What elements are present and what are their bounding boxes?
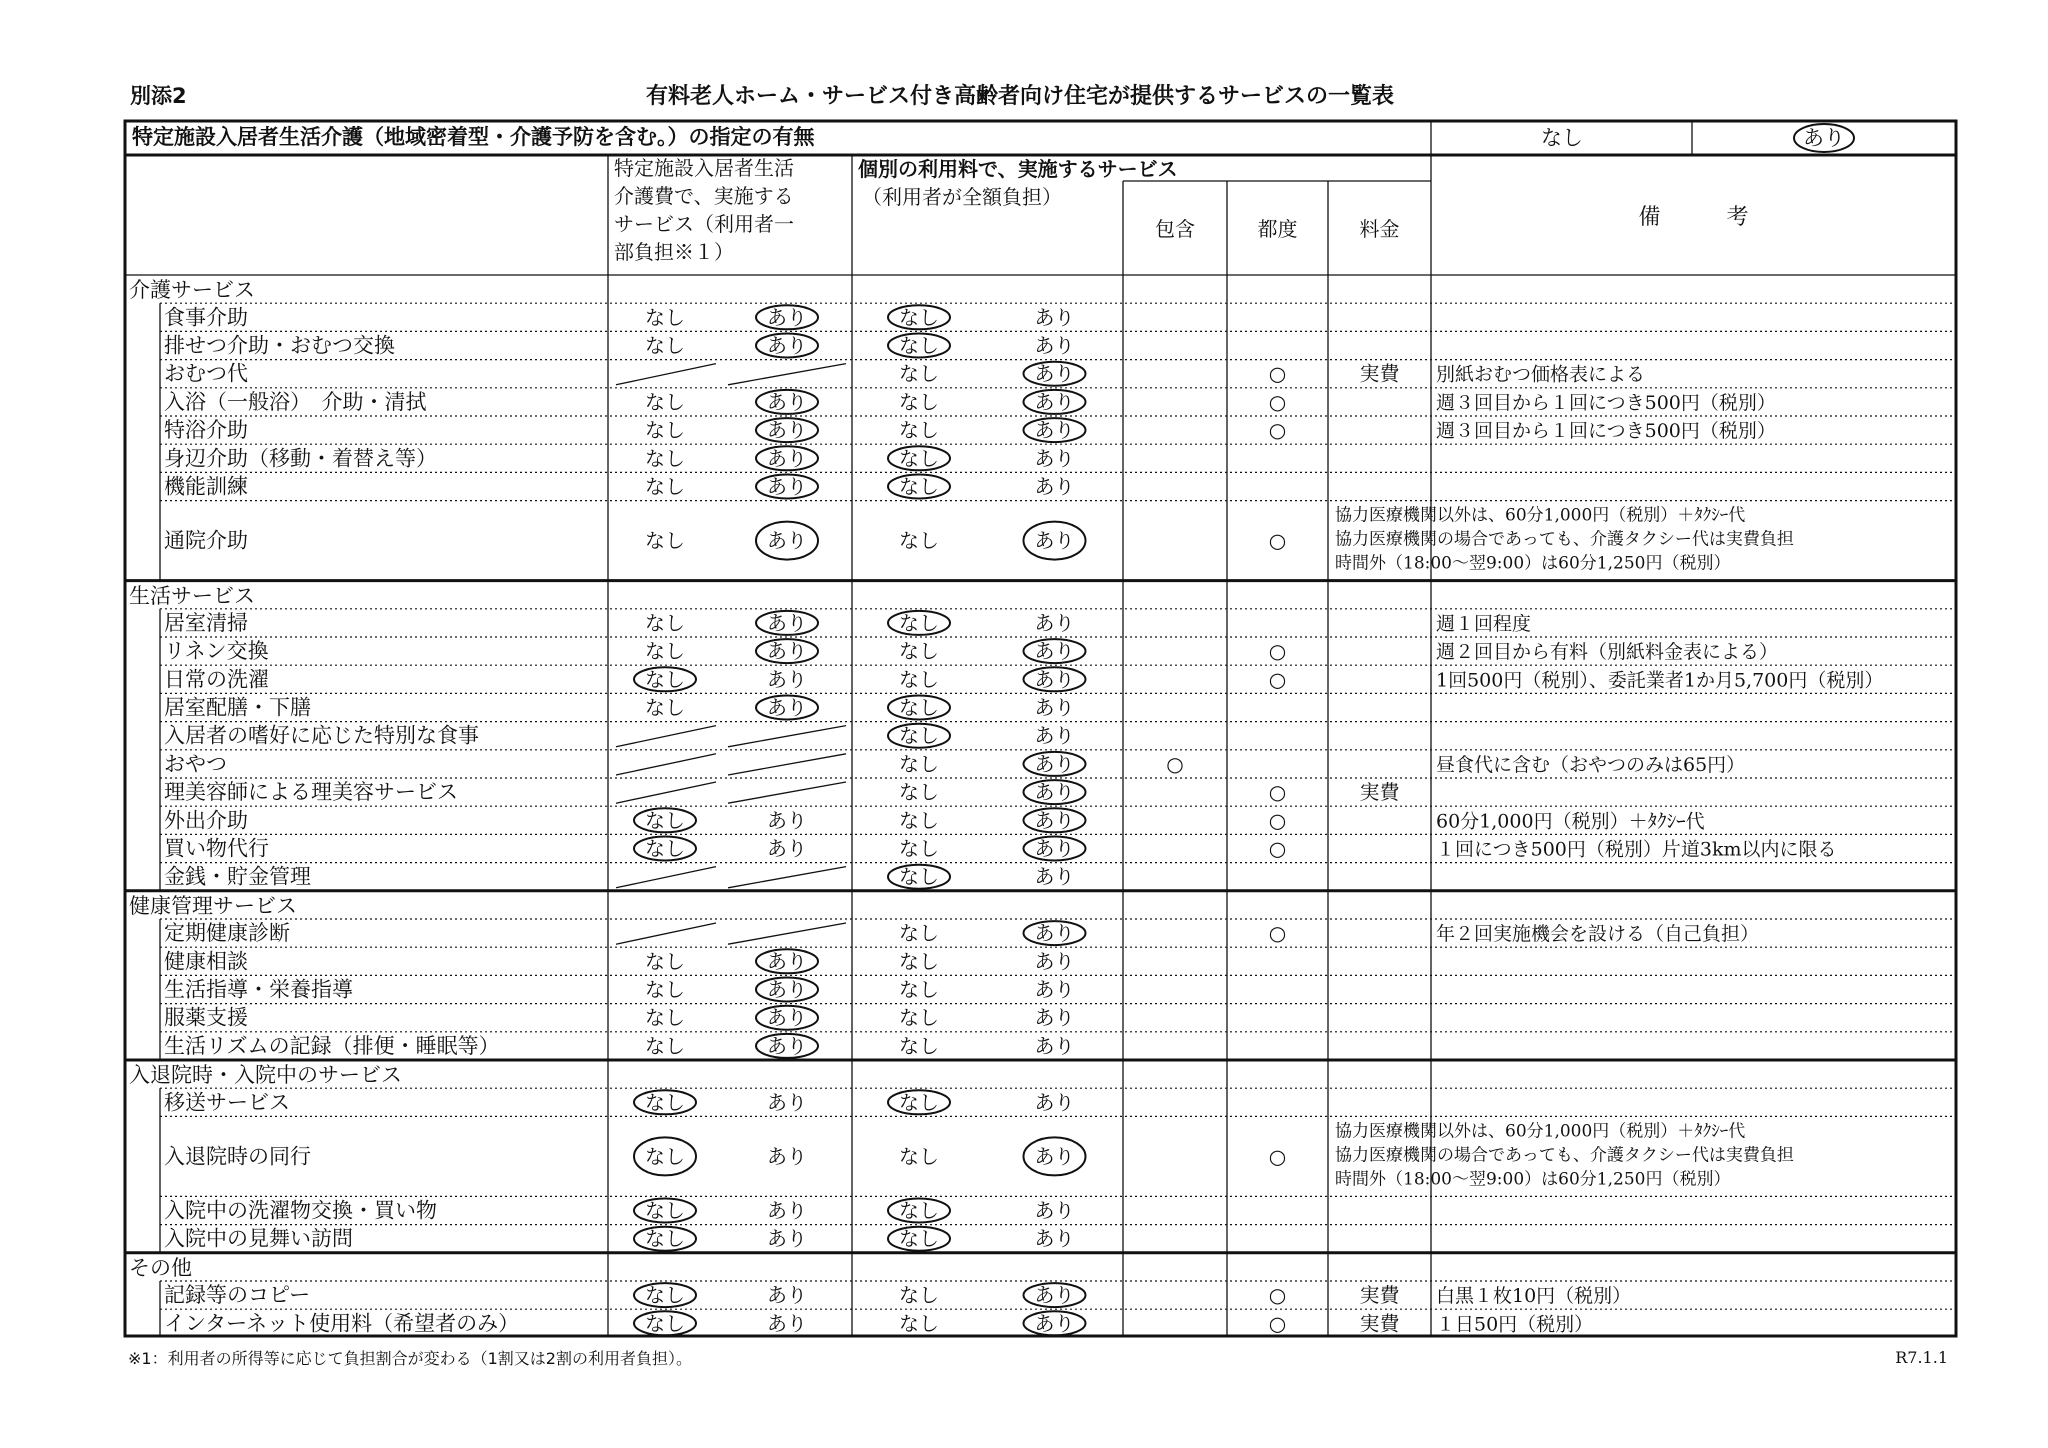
per-use-mark: ○ xyxy=(1268,361,1287,386)
individual-none: なし xyxy=(899,977,939,1002)
individual-none: なし xyxy=(899,1144,939,1169)
service-name: 服薬支援 xyxy=(164,1005,248,1030)
specified-yes: あり xyxy=(767,446,807,471)
specified-yes: あり xyxy=(767,1090,807,1115)
per-use-mark: ○ xyxy=(1268,418,1287,443)
individual-yes: あり xyxy=(1034,305,1075,330)
service-name: 入退院時の同行 xyxy=(164,1144,311,1169)
specified-yes: あり xyxy=(767,528,807,553)
service-name: 入浴（一般浴） 介助・清拭 xyxy=(164,389,427,414)
individual-yes: あり xyxy=(1034,808,1075,833)
specified-none: なし xyxy=(645,305,685,330)
service-name: 定期健康診断 xyxy=(164,921,290,946)
specified-yes: あり xyxy=(767,389,807,414)
individual-yes: あり xyxy=(1034,780,1075,805)
specified-none: なし xyxy=(645,667,685,692)
not-applicable-slash xyxy=(616,782,716,803)
per-use-mark: ○ xyxy=(1268,1283,1287,1308)
service-name: 健康相談 xyxy=(164,949,248,974)
specified-yes: あり xyxy=(767,1283,807,1308)
service-name: 生活リズムの記録（排便・睡眠等） xyxy=(164,1033,500,1058)
document-title: 有料老人ホーム・サービス付き高齢者向け住宅が提供するサービスの一覧表 xyxy=(645,84,1395,109)
individual-yes: あり xyxy=(1034,1226,1075,1251)
specified-yes: あり xyxy=(767,333,807,358)
individual-yes: あり xyxy=(1034,949,1075,974)
specified-none: なし xyxy=(645,1311,685,1336)
per-use-mark: ○ xyxy=(1268,808,1287,833)
remarks-text: 週３回目から１回につき500円（税別） xyxy=(1436,391,1776,414)
designation-yes: あり xyxy=(1803,126,1845,150)
per-use-mark: ○ xyxy=(1268,1311,1287,1336)
individual-yes: あり xyxy=(1034,333,1075,358)
specified-column-header: サービス（利用者一 xyxy=(614,212,794,236)
individual-yes: あり xyxy=(1034,361,1075,386)
annex-label: 別添2 xyxy=(130,84,187,108)
specified-none: なし xyxy=(645,836,685,861)
individual-none: なし xyxy=(899,418,939,443)
service-name: おむつ代 xyxy=(164,361,248,386)
specified-none: なし xyxy=(645,1144,685,1169)
remarks-text: 時間外（18:00～翌9:00）は60分1,250円（税別） xyxy=(1335,553,1731,574)
specified-yes: あり xyxy=(767,1198,807,1223)
service-name: 通院介助 xyxy=(164,528,248,553)
service-name: 特浴介助 xyxy=(164,418,248,443)
individual-none: なし xyxy=(899,528,939,553)
service-name: インターネット使用料（希望者のみ） xyxy=(164,1311,520,1336)
individual-none: なし xyxy=(899,446,939,471)
designation-label: 特定施設入居者生活介護（地域密着型・介護予防を含む。）の指定の有無 xyxy=(132,125,815,149)
specified-none: なし xyxy=(645,1090,685,1115)
not-applicable-slash xyxy=(616,923,716,944)
specified-yes: あり xyxy=(767,1144,807,1169)
individual-yes: あり xyxy=(1034,977,1075,1002)
individual-none: なし xyxy=(899,864,939,889)
specified-none: なし xyxy=(645,474,685,499)
specified-none: なし xyxy=(645,977,685,1002)
individual-none: なし xyxy=(899,389,939,414)
individual-none: なし xyxy=(899,723,939,748)
individual-none: なし xyxy=(899,1005,939,1030)
specified-yes: あり xyxy=(767,305,807,330)
individual-none: なし xyxy=(899,780,939,805)
specified-yes: あり xyxy=(767,1005,807,1030)
specified-none: なし xyxy=(645,639,685,664)
specified-none: なし xyxy=(645,1283,685,1308)
individual-yes: あり xyxy=(1034,751,1075,776)
individual-none: なし xyxy=(899,333,939,358)
included-mark: ○ xyxy=(1166,751,1184,776)
specified-yes: あり xyxy=(767,667,807,692)
service-name: 記録等のコピー xyxy=(164,1283,311,1308)
specified-yes: あり xyxy=(767,977,807,1002)
specified-none: なし xyxy=(645,333,685,358)
fee-value: 実費 xyxy=(1359,1311,1400,1336)
service-name: 外出介助 xyxy=(164,808,248,833)
section-title: 入退院時・入院中のサービス xyxy=(129,1063,402,1088)
individual-yes: あり xyxy=(1034,610,1075,635)
specified-none: なし xyxy=(645,808,685,833)
specified-yes: あり xyxy=(767,949,807,974)
individual-column-subheader: （利用者が全額負担） xyxy=(862,185,1062,209)
section-title: 介護サービス xyxy=(129,278,255,303)
service-name: 入院中の見舞い訪問 xyxy=(164,1226,353,1251)
individual-yes: あり xyxy=(1034,389,1075,414)
fee-value: 実費 xyxy=(1359,780,1400,805)
included-column-header: 包含 xyxy=(1155,217,1195,241)
remarks-text: 協力医療機関以外は、60分1,000円（税別）＋ﾀｸｼｰ代 xyxy=(1335,1121,1746,1142)
individual-yes: あり xyxy=(1034,921,1075,946)
individual-yes: あり xyxy=(1034,1283,1075,1308)
individual-yes: あり xyxy=(1034,474,1075,499)
individual-column-header: 個別の利用料で、実施するサービス xyxy=(858,157,1178,181)
individual-none: なし xyxy=(899,808,939,833)
specified-none: なし xyxy=(645,949,685,974)
individual-none: なし xyxy=(899,1033,939,1058)
not-applicable-slash xyxy=(616,867,716,888)
remarks-text: 昼食代に含む（おやつのみは65円） xyxy=(1436,753,1746,776)
per-use-mark: ○ xyxy=(1268,836,1287,861)
service-name: 生活指導・栄養指導 xyxy=(164,977,353,1002)
individual-none: なし xyxy=(899,610,939,635)
service-name: リネン交換 xyxy=(164,639,269,664)
service-name: 金銭・貯金管理 xyxy=(164,864,311,889)
individual-yes: あり xyxy=(1034,864,1075,889)
individual-yes: あり xyxy=(1034,836,1075,861)
individual-none: なし xyxy=(899,751,939,776)
individual-yes: あり xyxy=(1034,1033,1075,1058)
service-name: 居室清掃 xyxy=(164,610,248,635)
remarks-text: １回につき500円（税別）片道3km以内に限る xyxy=(1436,838,1837,861)
per-use-mark: ○ xyxy=(1268,639,1287,664)
section-title: 健康管理サービス xyxy=(129,894,297,918)
individual-yes: あり xyxy=(1034,1311,1075,1336)
remarks-text: 年２回実施機会を設ける（自己負担） xyxy=(1436,923,1760,946)
specified-yes: あり xyxy=(767,1226,807,1251)
specified-none: なし xyxy=(645,418,685,443)
per-use-mark: ○ xyxy=(1268,667,1287,692)
individual-none: なし xyxy=(899,921,939,946)
remarks-text: 週２回目から有料（別紙料金表による） xyxy=(1436,641,1779,664)
per-use-mark: ○ xyxy=(1268,528,1287,553)
per-use-mark: ○ xyxy=(1268,780,1287,805)
individual-none: なし xyxy=(899,1226,939,1251)
service-name: 身辺介助（移動・着替え等） xyxy=(164,446,437,471)
individual-none: なし xyxy=(899,1283,939,1308)
table-cells xyxy=(129,124,1883,1335)
individual-none: なし xyxy=(899,949,939,974)
individual-none: なし xyxy=(899,474,939,499)
service-name: 機能訓練 xyxy=(164,474,248,499)
specified-yes: あり xyxy=(767,836,807,861)
service-name: 理美容師による理美容サービス xyxy=(164,780,458,805)
per-use-mark: ○ xyxy=(1268,921,1287,946)
service-name: おやつ xyxy=(164,751,227,776)
individual-none: なし xyxy=(899,1311,939,1336)
specified-yes: あり xyxy=(767,695,807,720)
remarks-text: 協力医療機関以外は、60分1,000円（税別）＋ﾀｸｼｰ代 xyxy=(1335,505,1746,526)
revision-label: R7.1.1 xyxy=(1895,1348,1948,1367)
remarks-text: 別紙おむつ価格表による xyxy=(1436,363,1646,386)
individual-yes: あり xyxy=(1034,695,1075,720)
not-applicable-slash xyxy=(728,782,846,803)
service-name: 排せつ介助・おむつ交換 xyxy=(164,333,395,358)
specified-none: なし xyxy=(645,389,685,414)
remarks-text: 協力医療機関の場合であっても、介護タクシー代は実費負担 xyxy=(1335,1145,1794,1166)
remarks-text: 60分1,000円（税別）＋ﾀｸｼｰ代 xyxy=(1436,810,1705,833)
individual-none: なし xyxy=(899,836,939,861)
specified-none: なし xyxy=(645,446,685,471)
remarks-text: １日50円（税別） xyxy=(1436,1313,1594,1336)
individual-none: なし xyxy=(899,667,939,692)
individual-yes: あり xyxy=(1034,1005,1075,1030)
specified-yes: あり xyxy=(767,1311,807,1336)
remarks-text: 白黒１枚10円（税別） xyxy=(1436,1285,1632,1308)
specified-none: なし xyxy=(645,1033,685,1058)
specified-yes: あり xyxy=(767,610,807,635)
section-title: 生活サービス xyxy=(129,583,255,608)
specified-yes: あり xyxy=(767,1033,807,1058)
service-name: 移送サービス xyxy=(164,1090,290,1115)
specified-column-header: 部負担※１） xyxy=(614,240,734,264)
section-title: その他 xyxy=(129,1256,192,1280)
remarks-text: 協力医療機関の場合であっても、介護タクシー代は実費負担 xyxy=(1335,529,1794,550)
service-name: 食事介助 xyxy=(164,305,248,330)
individual-none: なし xyxy=(899,1198,939,1223)
specified-yes: あり xyxy=(767,474,807,499)
individual-yes: あり xyxy=(1034,1198,1075,1223)
individual-yes: あり xyxy=(1034,1090,1075,1115)
individual-yes: あり xyxy=(1034,528,1075,553)
remarks-text: 週３回目から１回につき500円（税別） xyxy=(1436,420,1776,443)
not-applicable-slash xyxy=(728,867,846,888)
individual-none: なし xyxy=(899,1090,939,1115)
remarks-text: 週１回程度 xyxy=(1436,612,1532,635)
specified-none: なし xyxy=(645,695,685,720)
specified-yes: あり xyxy=(767,639,807,664)
per-use-column-header: 都度 xyxy=(1257,217,1298,241)
not-applicable-slash xyxy=(728,726,846,747)
footnote: ※1：利用者の所得等に応じて負担割合が変わる（1割又は2割の利用者負担）。 xyxy=(128,1349,692,1368)
fee-value: 実費 xyxy=(1359,1283,1400,1308)
per-use-mark: ○ xyxy=(1268,1144,1287,1169)
not-applicable-slash xyxy=(616,754,716,775)
designation-none: なし xyxy=(1541,126,1583,150)
not-applicable-slash xyxy=(728,754,846,775)
individual-yes: あり xyxy=(1034,446,1075,471)
individual-none: なし xyxy=(899,695,939,720)
individual-yes: あり xyxy=(1034,418,1075,443)
remarks-text: 1回500円（税別）、委託業者1か月5,700円（税別） xyxy=(1436,669,1884,692)
individual-yes: あり xyxy=(1034,639,1075,664)
not-applicable-slash xyxy=(616,726,716,747)
service-name: 日常の洗濯 xyxy=(164,667,269,692)
specified-column-header: 介護費で、実施する xyxy=(614,184,794,208)
specified-column-header: 特定施設入居者生活 xyxy=(614,156,794,180)
individual-none: なし xyxy=(899,639,939,664)
individual-yes: あり xyxy=(1034,1144,1075,1169)
specified-none: なし xyxy=(645,1198,685,1223)
specified-yes: あり xyxy=(767,418,807,443)
remarks-text: 時間外（18:00～翌9:00）は60分1,250円（税別） xyxy=(1335,1169,1731,1190)
per-use-mark: ○ xyxy=(1268,389,1287,414)
service-name: 入院中の洗濯物交換・買い物 xyxy=(164,1198,437,1223)
not-applicable-slash xyxy=(616,364,716,385)
fee-column-header: 料金 xyxy=(1359,217,1400,241)
fee-value: 実費 xyxy=(1359,361,1400,386)
specified-none: なし xyxy=(645,528,685,553)
service-name: 買い物代行 xyxy=(164,836,269,861)
not-applicable-slash xyxy=(728,364,846,385)
service-name: 居室配膳・下膳 xyxy=(164,695,311,720)
individual-yes: あり xyxy=(1034,723,1075,748)
not-applicable-slash xyxy=(728,923,846,944)
specified-none: なし xyxy=(645,1005,685,1030)
individual-yes: あり xyxy=(1034,667,1075,692)
service-name: 入居者の嗜好に応じた特別な食事 xyxy=(164,723,479,748)
specified-none: なし xyxy=(645,1226,685,1251)
remarks-column-header: 備 考 xyxy=(1638,205,1749,230)
individual-none: なし xyxy=(899,361,939,386)
individual-none: なし xyxy=(899,305,939,330)
specified-yes: あり xyxy=(767,808,807,833)
specified-none: なし xyxy=(645,610,685,635)
